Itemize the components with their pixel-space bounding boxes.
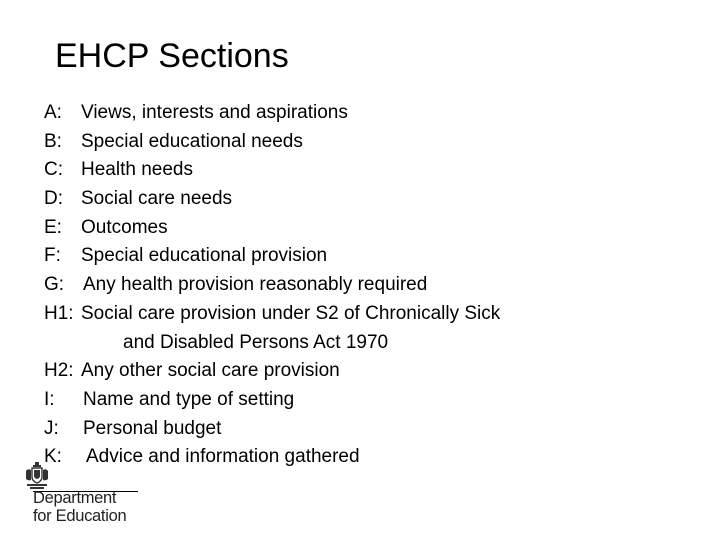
section-letter: D:: [44, 188, 63, 210]
section-text: Social care provision under S2 of Chronically Sick: [81, 302, 501, 324]
section-letter: H2:: [44, 360, 74, 382]
logo-line-1: Department: [33, 489, 117, 507]
page-title: EHCP Sections: [55, 37, 289, 75]
section-letter: H1:: [44, 302, 74, 324]
section-text: Advice and information gathered: [86, 446, 360, 468]
section-text-continuation: and Disabled Persons Act 1970: [123, 331, 389, 353]
section-letter: A:: [44, 102, 62, 123]
royal-crest-icon: [24, 462, 50, 490]
section-text: Personal budget: [83, 417, 222, 439]
section-text: Outcomes: [81, 216, 168, 238]
section-text: Name and type of setting: [83, 388, 295, 410]
section-text: Any other social care provision: [81, 360, 340, 382]
section-letter: K:: [44, 446, 62, 468]
section-letter: F:: [44, 245, 61, 267]
logo-line-2: for Education: [33, 507, 127, 525]
logo-wordmark: [33, 489, 126, 525]
section-text: Health needs: [81, 159, 193, 181]
section-text: Views, interests and aspirations: [81, 102, 348, 123]
section-letter: J:: [44, 417, 59, 439]
section-text: Special educational needs: [81, 130, 303, 152]
section-letter: I:: [44, 388, 55, 410]
section-letter: B:: [44, 130, 62, 152]
section-text: Any health provision reasonably required: [83, 274, 428, 296]
department-for-education-logo: [24, 462, 144, 526]
section-text: Special educational provision: [81, 245, 328, 267]
section-text: Social care needs: [81, 188, 233, 210]
section-letter: G:: [44, 274, 65, 296]
section-letter: C:: [44, 159, 63, 181]
section-letter: E:: [44, 216, 62, 238]
